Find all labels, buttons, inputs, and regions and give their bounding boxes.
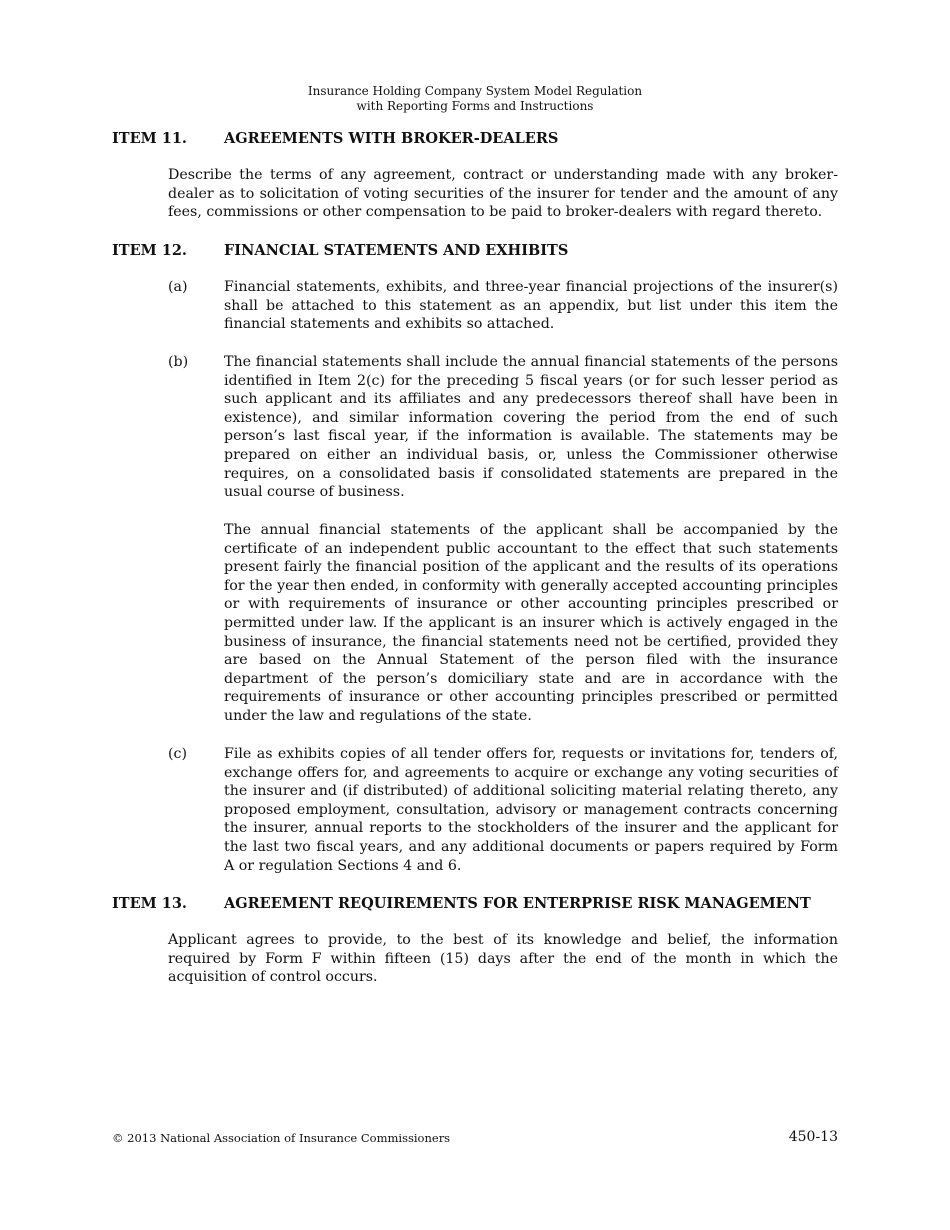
item-11-body: Describe the terms of any agreement, contract or understanding made with any broker-dealer as to solicitation of voting securities of the insurer for tender and the amount of any fees, commissions or other compensation to be paid to broker-dealers with regard thereto. xyxy=(168,167,838,221)
header-line-2: with Reporting Forms and Instructions xyxy=(356,99,594,113)
footer-copyright: © 2013 National Association of Insurance Commissioners xyxy=(112,1131,451,1145)
item-11-heading xyxy=(112,129,558,148)
item-13-heading xyxy=(112,894,811,913)
item-12c-label: (c) xyxy=(168,746,188,762)
item-13-number: ITEM 13. xyxy=(112,895,187,912)
header-line-1: Insurance Holding Company System Model Regulation xyxy=(307,84,643,98)
footer-page-number: 450-13 xyxy=(788,1129,838,1145)
running-header xyxy=(0,84,950,114)
item-12c-text: File as exhibits copies of all tender offers for, requests or invitations for, tenders of, exchange offers for, and agreements to acquire or exchange any voting securities of the insurer and (if distributed) of additional soliciting material relating thereto, any proposed employment, consultation, advisory or management contracts concerning the insurer, annual reports to the stockholders of the insurer and the applicant for the last two fiscal years, and any additional documents or papers required by Form A or regulation Sections 4 and 6. xyxy=(224,746,838,874)
item-12a-label: (a) xyxy=(168,279,188,295)
item-12b-text: The financial statements shall include the annual financial statements of the persons identified in Item 2(c) for the preceding 5 fiscal years (or for such lesser period as such applicant and its affiliates and any predecessors thereof shall have been in existence), and similar information covering the period from the end of such person’s last fiscal year, if the information is available. The statements may be prepared on either an individual basis, or, unless the Commissioner otherwise requires, on a consolidated basis if consolidated statements are prepared in the usual course of business. xyxy=(224,354,838,501)
item-13-body: Applicant agrees to provide, to the best of its knowledge and belief, the information required by Form F within fifteen (15) days after the end of the month in which the acquisition of control occurs. xyxy=(168,932,838,986)
item-13-title: AGREEMENT REQUIREMENTS FOR ENTERPRISE RISK MANAGEMENT xyxy=(224,895,811,912)
item-11-title: AGREEMENTS WITH BROKER-DEALERS xyxy=(224,130,559,147)
item-12-title: FINANCIAL STATEMENTS AND EXHIBITS xyxy=(224,242,569,259)
item-12a-text: Financial statements, exhibits, and three-year financial projections of the insurer(s) shall be attached to this statement as an appendix, but list under this item the financial statements and exhibits so attached. xyxy=(224,279,838,333)
item-12-number: ITEM 12. xyxy=(112,242,187,259)
item-11-number: ITEM 11. xyxy=(112,130,187,147)
item-12b-label: (b) xyxy=(168,354,189,370)
item-12b-text-continued: The annual financial statements of the applicant shall be accompanied by the certificate of an independent public accountant to the effect that such statements present fairly the financial position of the applicant and the results of its operations for the year then ended, in conformity with generally accepted accounting principles or with requirements of insurance or other accounting principles prescribed or permitted under law. If the applicant is an insurer which is actively engaged in the business of insurance, the financial statements need not be certified, provided they are based on the Annual Statement of the person filed with the insurance department of the person’s domiciliary state and are in accordance with the requirements of insurance or other accounting principles prescribed or permitted under the law and regulations of the state. xyxy=(224,522,838,724)
item-12-heading xyxy=(112,241,568,260)
